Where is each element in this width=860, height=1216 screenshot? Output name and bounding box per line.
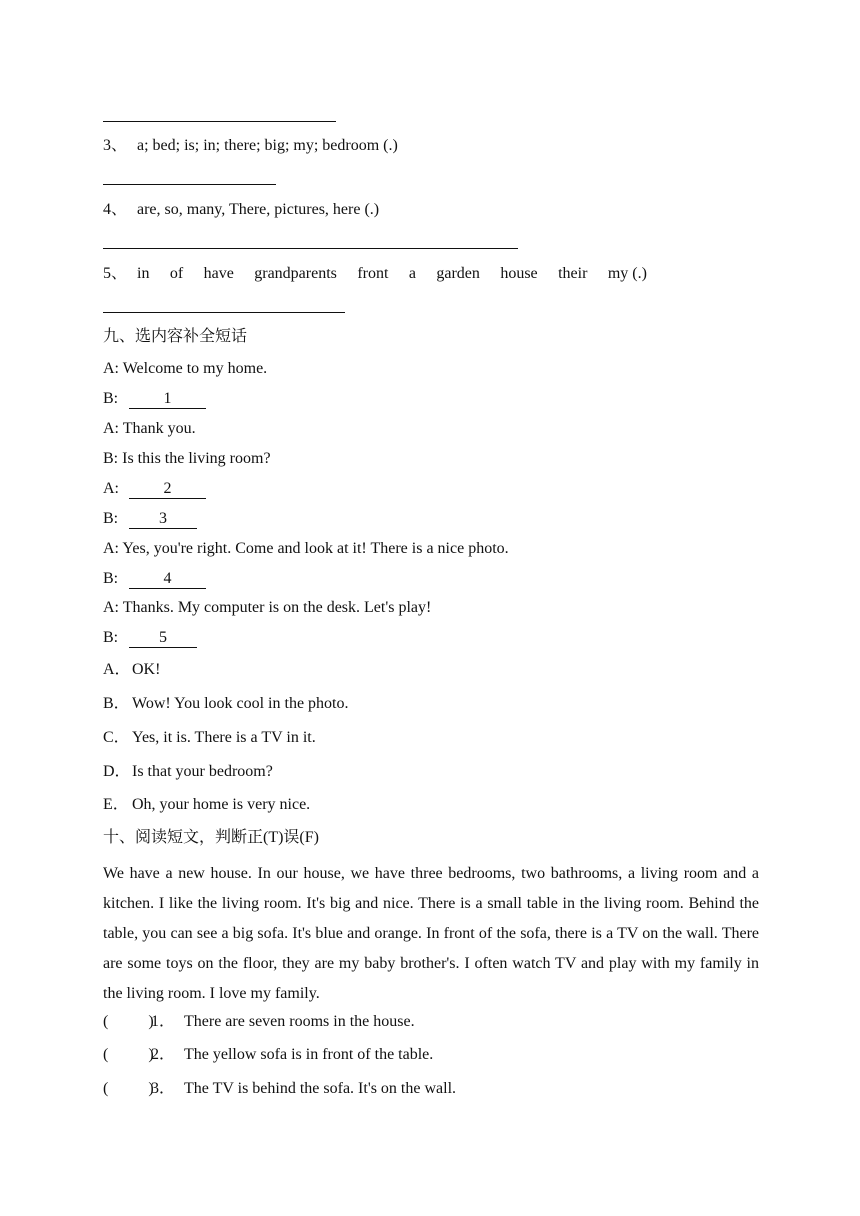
answer-parentheses[interactable]: ( ) [103, 1046, 154, 1063]
scramble-word: my (.) [607, 265, 647, 282]
dialogue-line [103, 569, 206, 589]
tf-question-2 [103, 1045, 433, 1065]
dialogue-line [103, 628, 197, 648]
answer-blank-1[interactable]: 1 [129, 390, 206, 409]
item-number: 3、 [103, 137, 128, 154]
answer-parentheses[interactable]: ( ) [103, 1080, 154, 1097]
option-letter: A． [103, 661, 131, 678]
item-number: 5、 [103, 265, 128, 282]
scramble-words: a; bed; is; in; there; big; my; bedroom (.) [137, 137, 398, 154]
option-text: Wow! You look cool in the photo. [132, 695, 349, 712]
scramble-item-4 [103, 200, 379, 220]
option-e [103, 795, 310, 815]
scramble-word: grandparents [254, 265, 337, 282]
scramble-word: have [203, 265, 234, 282]
speaker: B: [103, 570, 119, 587]
answer-blank-4[interactable]: 4 [129, 570, 206, 589]
scramble-item-5 [103, 264, 648, 284]
answer-blank-5[interactable]: 5 [129, 629, 197, 648]
answer-line-3[interactable] [103, 184, 276, 185]
option-text: Oh, your home is very nice. [132, 796, 311, 813]
answer-blank-3[interactable]: 3 [129, 510, 197, 529]
dialogue-line [103, 389, 206, 409]
speaker: B: [103, 390, 119, 407]
scramble-word: front [357, 265, 389, 282]
tf-question-3 [103, 1079, 456, 1099]
answer-line-5[interactable] [103, 312, 345, 313]
option-letter: D． [103, 763, 131, 780]
question-number: 2． [151, 1046, 176, 1063]
dialogue-line [103, 449, 271, 469]
scramble-word: in [137, 265, 150, 282]
answer-blank-2[interactable]: 2 [129, 480, 206, 499]
option-letter: B． [103, 695, 130, 712]
speaker: A: [103, 360, 119, 377]
speaker: B: [103, 450, 119, 467]
option-text: Yes, it is. There is a TV in it. [132, 729, 316, 746]
option-d [103, 762, 273, 782]
speaker: A: [103, 540, 119, 557]
dialogue-line [103, 598, 431, 618]
dialogue-line [103, 419, 196, 439]
option-c [103, 728, 316, 748]
dialogue-text: Welcome to my home. [122, 360, 268, 377]
option-letter: E． [103, 796, 129, 813]
question-text: The TV is behind the sofa. It's on the wall. [184, 1080, 457, 1097]
question-number: 3． [151, 1080, 176, 1097]
dialogue-text: Yes, you're right. Come and look at it! There is a nice photo. [122, 540, 509, 557]
option-text: OK! [132, 661, 161, 678]
option-b [103, 694, 349, 714]
question-text: There are seven rooms in the house. [184, 1013, 415, 1030]
answer-line-4[interactable] [103, 248, 518, 249]
dialogue-line [103, 359, 267, 379]
reading-passage: We have a new house. In our house, we have three bedrooms, two bathrooms, a living room and a kitchen. I like the living room. It's big and nice. There is a small table in the living room. Behind the table, you can see a big sofa. It's blue and orange. In front of the sofa, there is a TV on the wall. There are some toys on the floor, they are my baby brother's. I often watch TV and play with my family in the living room. I love my family. [103, 865, 759, 1002]
dialogue-line [103, 539, 509, 559]
scramble-word: a [408, 265, 416, 282]
dialogue-text: Thank you. [122, 420, 196, 437]
speaker: A: [103, 480, 119, 497]
speaker: A: [103, 599, 119, 616]
section-9-title: 九、选内容补全短话 [103, 328, 248, 345]
scramble-word: house [500, 265, 538, 282]
dialogue-text: Is this the living room? [122, 450, 271, 467]
tf-question-1 [103, 1012, 415, 1032]
answer-parentheses[interactable]: ( ) [103, 1013, 154, 1030]
answer-line-2[interactable] [103, 121, 336, 122]
speaker: A: [103, 420, 119, 437]
question-text: The yellow sofa is in front of the table. [184, 1046, 434, 1063]
speaker: B: [103, 510, 119, 527]
dialogue-line [103, 479, 206, 499]
scramble-word-row [137, 264, 647, 284]
scramble-word: of [169, 265, 184, 282]
item-number: 4、 [103, 201, 128, 218]
option-letter: C． [103, 729, 130, 746]
speaker: B: [103, 629, 119, 646]
scramble-words: are, so, many, There, pictures, here (.) [137, 201, 380, 218]
option-a [103, 660, 160, 680]
dialogue-line [103, 509, 197, 529]
dialogue-text: Thanks. My computer is on the desk. Let's play! [122, 599, 432, 616]
scramble-word: garden [436, 265, 480, 282]
scramble-item-3 [103, 136, 398, 156]
section-10-title: 十、阅读短文，判断正(T)误(F) [103, 829, 319, 846]
scramble-word: their [558, 265, 588, 282]
question-number: 1． [151, 1013, 176, 1030]
option-text: Is that your bedroom? [132, 763, 273, 780]
